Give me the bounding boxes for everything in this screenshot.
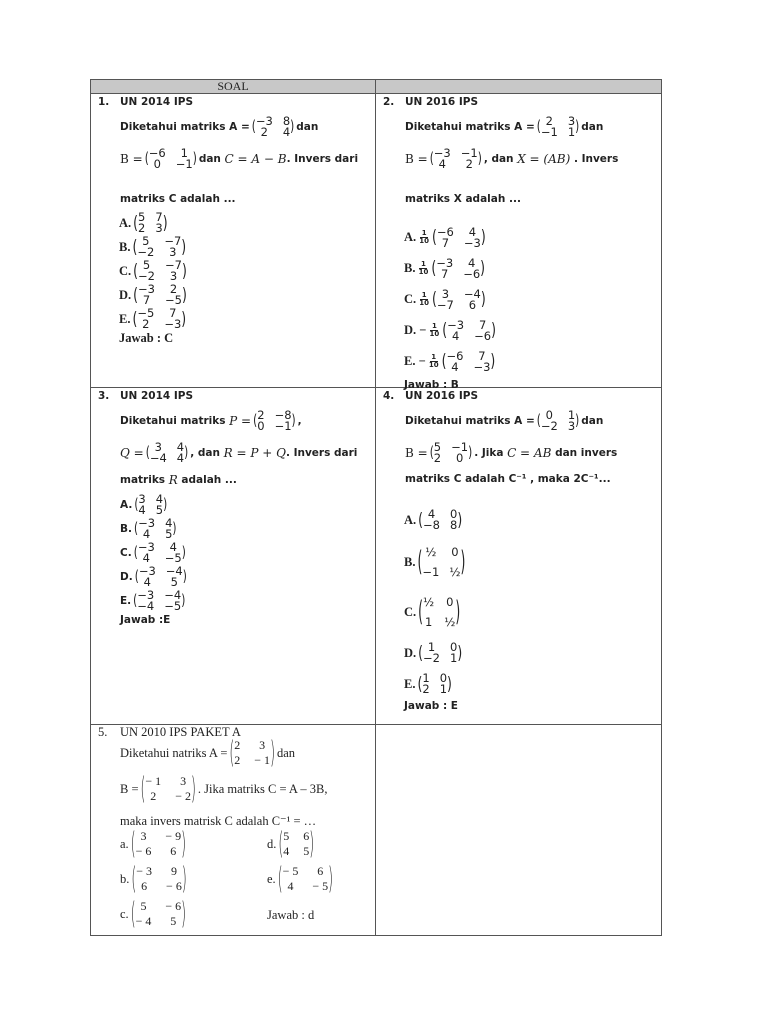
matrix-b: ( − 1 3 2 − 2 ): [140, 769, 196, 806]
option-a: A. $\frac{1}{10}$ ( −6 4 7 −3 ): [404, 224, 486, 250]
table-row: [91, 94, 662, 388]
option-d: D. ( −3 2 7 −5 ): [119, 282, 187, 307]
option-d: d. ( 5 6 4 5 ): [267, 824, 315, 861]
option-c: C. ( 5 −7 −2 3 ): [119, 258, 187, 283]
options-list: [404, 503, 467, 713]
option-a: A. ( 4 0 −8 8 ): [404, 507, 463, 532]
question-source: UN 2010 IPS PAKET A: [120, 725, 241, 739]
option-d: D. ( −3 −4 4 5 ): [120, 564, 187, 589]
question-text: matriks R adalah ...: [120, 473, 237, 487]
answer-key: Jawab :E: [120, 614, 171, 626]
table-row: [91, 725, 662, 936]
matrix-b: ( −6 1 0 −1 ): [144, 146, 197, 171]
question-3: 3. UN 2014 IPS Diketahui matriks P = ( 2 −8 0 −1 ) , Q = ( 3 4 −4 4 ) , dan R = P + Q . Invers dari matriks R adalah ... A. ( 3 4 4 5 ) B. ( −3 4 4 5 ) C. ( −3 4 4 −5 ) D. ( −3 −4 4 5 ) E. ( −3 −4 −4 −5 ) Jawab :E: [98, 390, 358, 626]
question-2: 2. UN 2016 IPS Diketahui matriks A = ( 2 3 −1 1 ) dan B = ( −3 −1 4 2 ) , dan X = (AB) . Invers matriks X adalah ... A. $\frac{1}{10}$ ( −6 4 7 −3 ) B. $\frac{1}{10}$ ( −3 4 7 −6 ) C. $\frac{1}{10}$ ( 3 −4 −7 6 ) D. − $\frac{1}{10}$ ( −3 7 4 −6 ) E. − $\frac{1}{10}$ ( −6 7 4 −3 ) Jawab : B: [383, 96, 619, 391]
matrix-b: ( −3 −1 4 2 ): [429, 146, 482, 171]
options-list: [404, 222, 498, 393]
question-text: Diketahui matriks A =: [120, 121, 250, 133]
answer-key: Jawab : d: [267, 908, 315, 922]
header-soal: SOAL: [91, 80, 376, 94]
answer-key: Jawab : E: [404, 700, 458, 712]
question-table: [90, 79, 662, 936]
option-c: C. $\frac{1}{10}$ ( 3 −4 −7 6 ): [404, 286, 486, 312]
option-c: C. ( ½ 0 1 ½ ): [404, 593, 461, 629]
question-number: 2.: [383, 96, 395, 108]
option-a: a. ( 3 − 9 − 6 6 ): [120, 824, 187, 861]
matrix-a: ( 2 3 −1 1 ): [536, 114, 580, 139]
question-1: 1. UN 2014 IPS Diketahui matriks A = ( −3 8 2 4 ) dan B = ( −6 1 0 −1 ) dan C = A − B . Invers dari matriks C adalah ... A. ( 5 7 2 3 ) B. ( 5 −7 −2 3 ) C. ( 5 −7 −2 3 ) D. ( −3 2 7 −5 ) E. ( −5 7 2 −3 ) Jawab : C: [98, 96, 359, 345]
header-blank: [376, 80, 662, 94]
question-number: 5.: [98, 725, 108, 739]
question-number: 1.: [98, 96, 110, 108]
matrix-a: ( 0 1 −2 3 ): [536, 408, 580, 433]
question-source: UN 2014 IPS: [120, 390, 194, 402]
question-text: matriks C adalah ...: [120, 193, 236, 205]
option-a: A. ( 3 4 4 5 ): [120, 492, 168, 517]
question-text: matriks C adalah C⁻¹ , maka 2C⁻¹...: [405, 473, 611, 485]
option-a: A. ( 5 7 2 3 ): [119, 210, 168, 235]
options-list: [119, 211, 189, 345]
option-e: E. ( 1 0 2 1 ): [404, 671, 452, 696]
question-source: UN 2016 IPS: [405, 96, 479, 108]
option-b: b. ( − 3 9 6 − 6 ): [120, 859, 187, 896]
option-b: B. ( ½ 0 −1 ½ ): [404, 543, 466, 579]
answer-key: Jawab : C: [119, 331, 174, 345]
options-list: [120, 493, 189, 627]
answer-key: Jawab : B: [404, 379, 459, 391]
option-d: D. ( 1 0 −2 1 ): [404, 640, 463, 665]
matrix-q: ( 3 4 −4 4 ): [145, 440, 189, 465]
question-source: UN 2016 IPS: [405, 390, 479, 402]
option-c: C. ( −3 4 4 −5 ): [120, 540, 186, 565]
option-e: E. ( −3 −4 −4 −5 ): [120, 588, 186, 613]
table-header-row: [91, 80, 662, 94]
question-source: UN 2014 IPS: [120, 96, 194, 108]
question-number: 3.: [98, 390, 110, 402]
matrix-p: ( 2 −8 0 −1 ): [253, 408, 296, 433]
option-b: B. $\frac{1}{10}$ ( −3 4 7 −6 ): [404, 255, 486, 281]
matrix-a: ( −3 8 2 4 ): [251, 114, 295, 139]
option-e: e. ( − 5 6 4 − 5 ): [267, 859, 334, 896]
option-b: B. ( −3 4 4 5 ): [120, 516, 177, 541]
question-text: maka invers matrisk C adalah C⁻¹ = …: [120, 814, 317, 828]
table-row: [91, 388, 662, 725]
question-4: 4. UN 2016 IPS Diketahui matriks A = ( 0 1 −2 3 ) dan B = ( 5 −1 2 0 ) . Jika C = AB dan invers matriks C adalah C⁻¹ , maka 2C⁻¹... A. ( 4 0 −8 8 ) B. ( ½ 0 −1 ½ ) C. ( ½ 0 1 ½ ) D. ( 1 0 −2 1 ) E. ( 1 0 2 1 ) Jawab : E: [383, 390, 618, 712]
question-text: matriks X adalah ...: [405, 193, 521, 205]
matrix-b: ( 5 −1 2 0 ): [429, 440, 473, 465]
matrix-a: ( 2 3 2 − 1 ): [229, 733, 275, 770]
option-e: E. ( −5 7 2 −3 ): [119, 306, 187, 331]
empty-cell: [376, 725, 661, 935]
question-5: 5. UN 2010 IPS PAKET A Diketahui natriks A = ( 2 3 2 − 1 ) dan B = ( − 1 3 2 − 2 ) . Jika matriks C = A – 3B, maka invers matrisk C adalah C⁻¹ = … a. ( 3 − 9 − 6 6 ) b. ( − 3 9 6 − 6 ) c. ( 5 − 6 − 4 5 ) d. ( 5 6 4 5 ) e. ( − 5 6 4 − 5 ) Jawab : d: [98, 725, 334, 931]
question-number: 4.: [383, 390, 395, 402]
option-b: B. ( 5 −7 −2 3 ): [119, 234, 187, 259]
option-d: D. − $\frac{1}{10}$ ( −3 7 4 −6 ): [404, 317, 496, 343]
option-e: E. − $\frac{1}{10}$ ( −6 7 4 −3 ): [404, 348, 496, 374]
option-c: c. ( 5 − 6 − 4 5 ): [120, 894, 187, 931]
